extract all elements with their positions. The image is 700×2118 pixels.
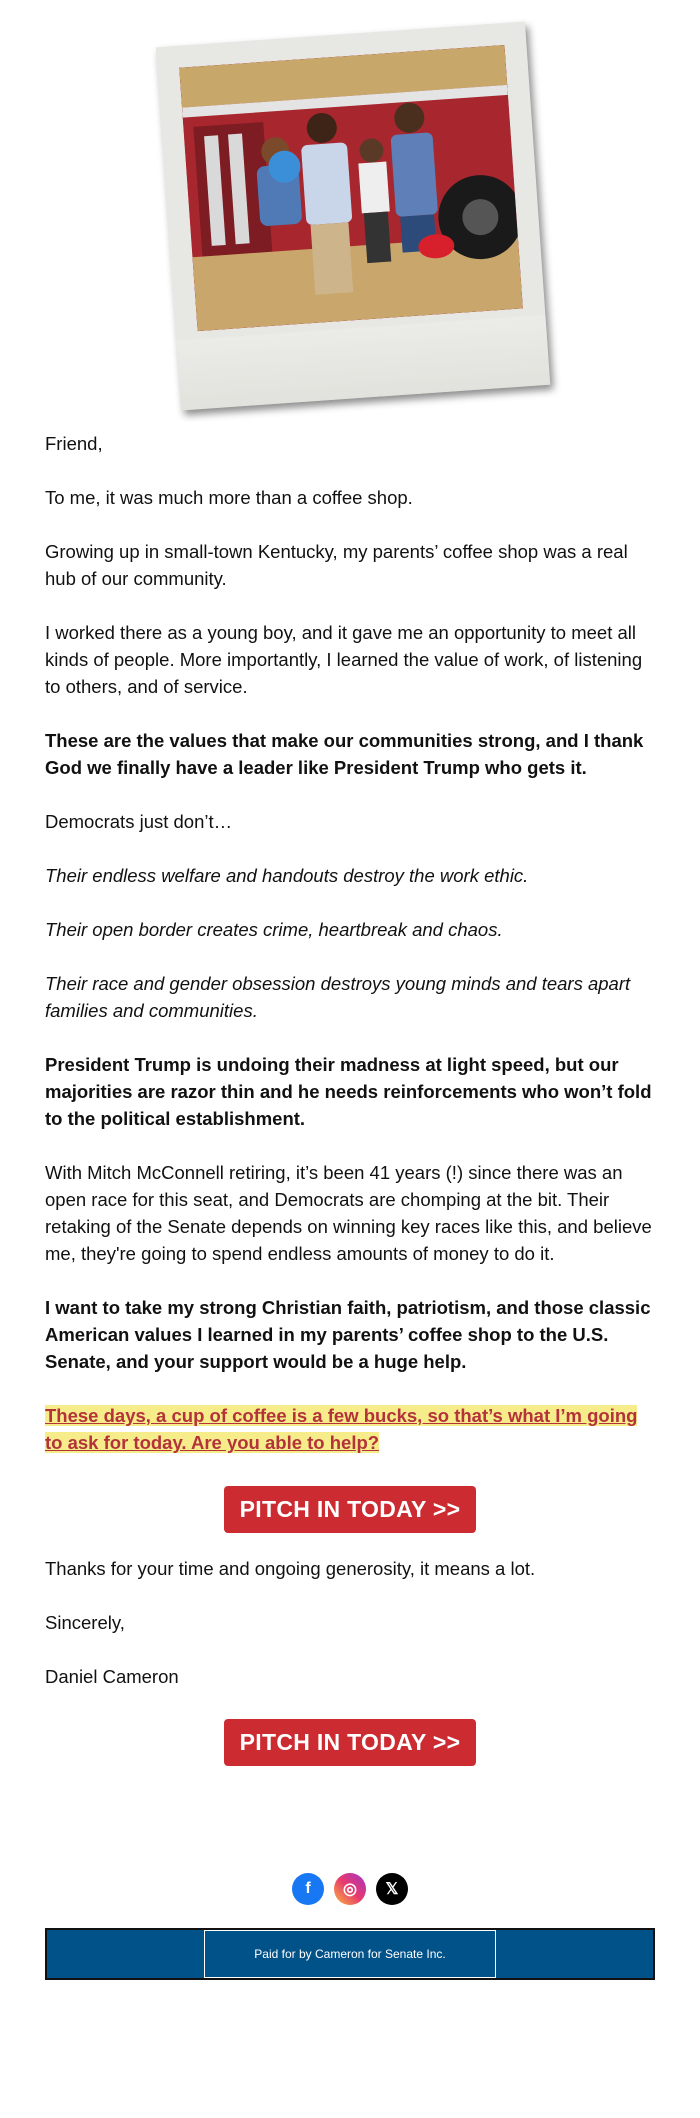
cta-row-1 [0,1486,700,1533]
social-links [0,1873,700,1905]
paragraph-mcconnell: With Mitch McConnell retiring, it’s been 41 years (!) since there was an open race for this seat, and Democrats are chomping at the bit. Their retaking of the Senate depends on winning key races like this, and believe me, they're going to spend endless amounts of money to do it. [45,1162,652,1264]
paragraph-welfare: Their endless welfare and handouts destroy the work ethic. [45,865,529,886]
signature: Daniel Cameron [45,1666,179,1687]
family-photo [179,45,523,331]
paragraph-trump-undoing: President Trump is undoing their madness at light speed, but our majorities are razor thin and he needs reinforcements who won’t fold to the political establishment. [45,1054,652,1129]
instagram-icon[interactable]: ◎ [334,1873,366,1905]
paragraph-race-gender: Their race and gender obsession destroys young minds and tears apart families and communities. [45,973,631,1021]
footer-banner [45,1928,655,1980]
paragraph-kentucky: Growing up in small-town Kentucky, my parents’ coffee shop was a real hub of our community. [45,541,628,589]
photo-frame [156,22,550,411]
pitch-in-button-2[interactable]: PITCH IN TODAY >> [224,1719,477,1766]
cta-row-2 [0,1719,700,1766]
paragraph-thanks: Thanks for your time and ongoing generosity, it means a lot. [45,1558,536,1579]
paragraph-values: These are the values that make our communities strong, and I thank God we finally have a leader like President Trump who gets it. [45,730,644,778]
letter-closing [45,1555,655,1717]
salutation: Friend, [45,433,103,454]
paragraph-christian-faith: I want to take my strong Christian faith, patriotism, and those classic American values I learned in my parents’ coffee shop to the U.S. Senate, and your support would be a huge help. [45,1297,651,1372]
paragraph-worked-there: I worked there as a young boy, and it gave me an opportunity to meet all kinds of people. More importantly, I learned the value of work, of listening to others, and of service. [45,622,643,697]
facebook-icon[interactable]: f [292,1873,324,1905]
paid-for-disclaimer: Paid for by Cameron for Senate Inc. [204,1930,496,1978]
family-photo-illustration [179,45,523,331]
signoff: Sincerely, [45,1612,125,1633]
x-icon[interactable]: 𝕏 [376,1873,408,1905]
letter-body [45,430,655,1456]
paragraph-democrats: Democrats just don’t… [45,811,233,832]
polaroid-frame [156,22,550,411]
pitch-in-button-1[interactable]: PITCH IN TODAY >> [224,1486,477,1533]
paragraph-border: Their open border creates crime, heartbreak and chaos. [45,919,503,940]
paragraph-coffee-shop: To me, it was much more than a coffee shop. [45,487,413,508]
donate-ask-link[interactable]: These days, a cup of coffee is a few bucks, so that’s what I’m going to ask for today. Are you able to help? [45,1405,638,1453]
